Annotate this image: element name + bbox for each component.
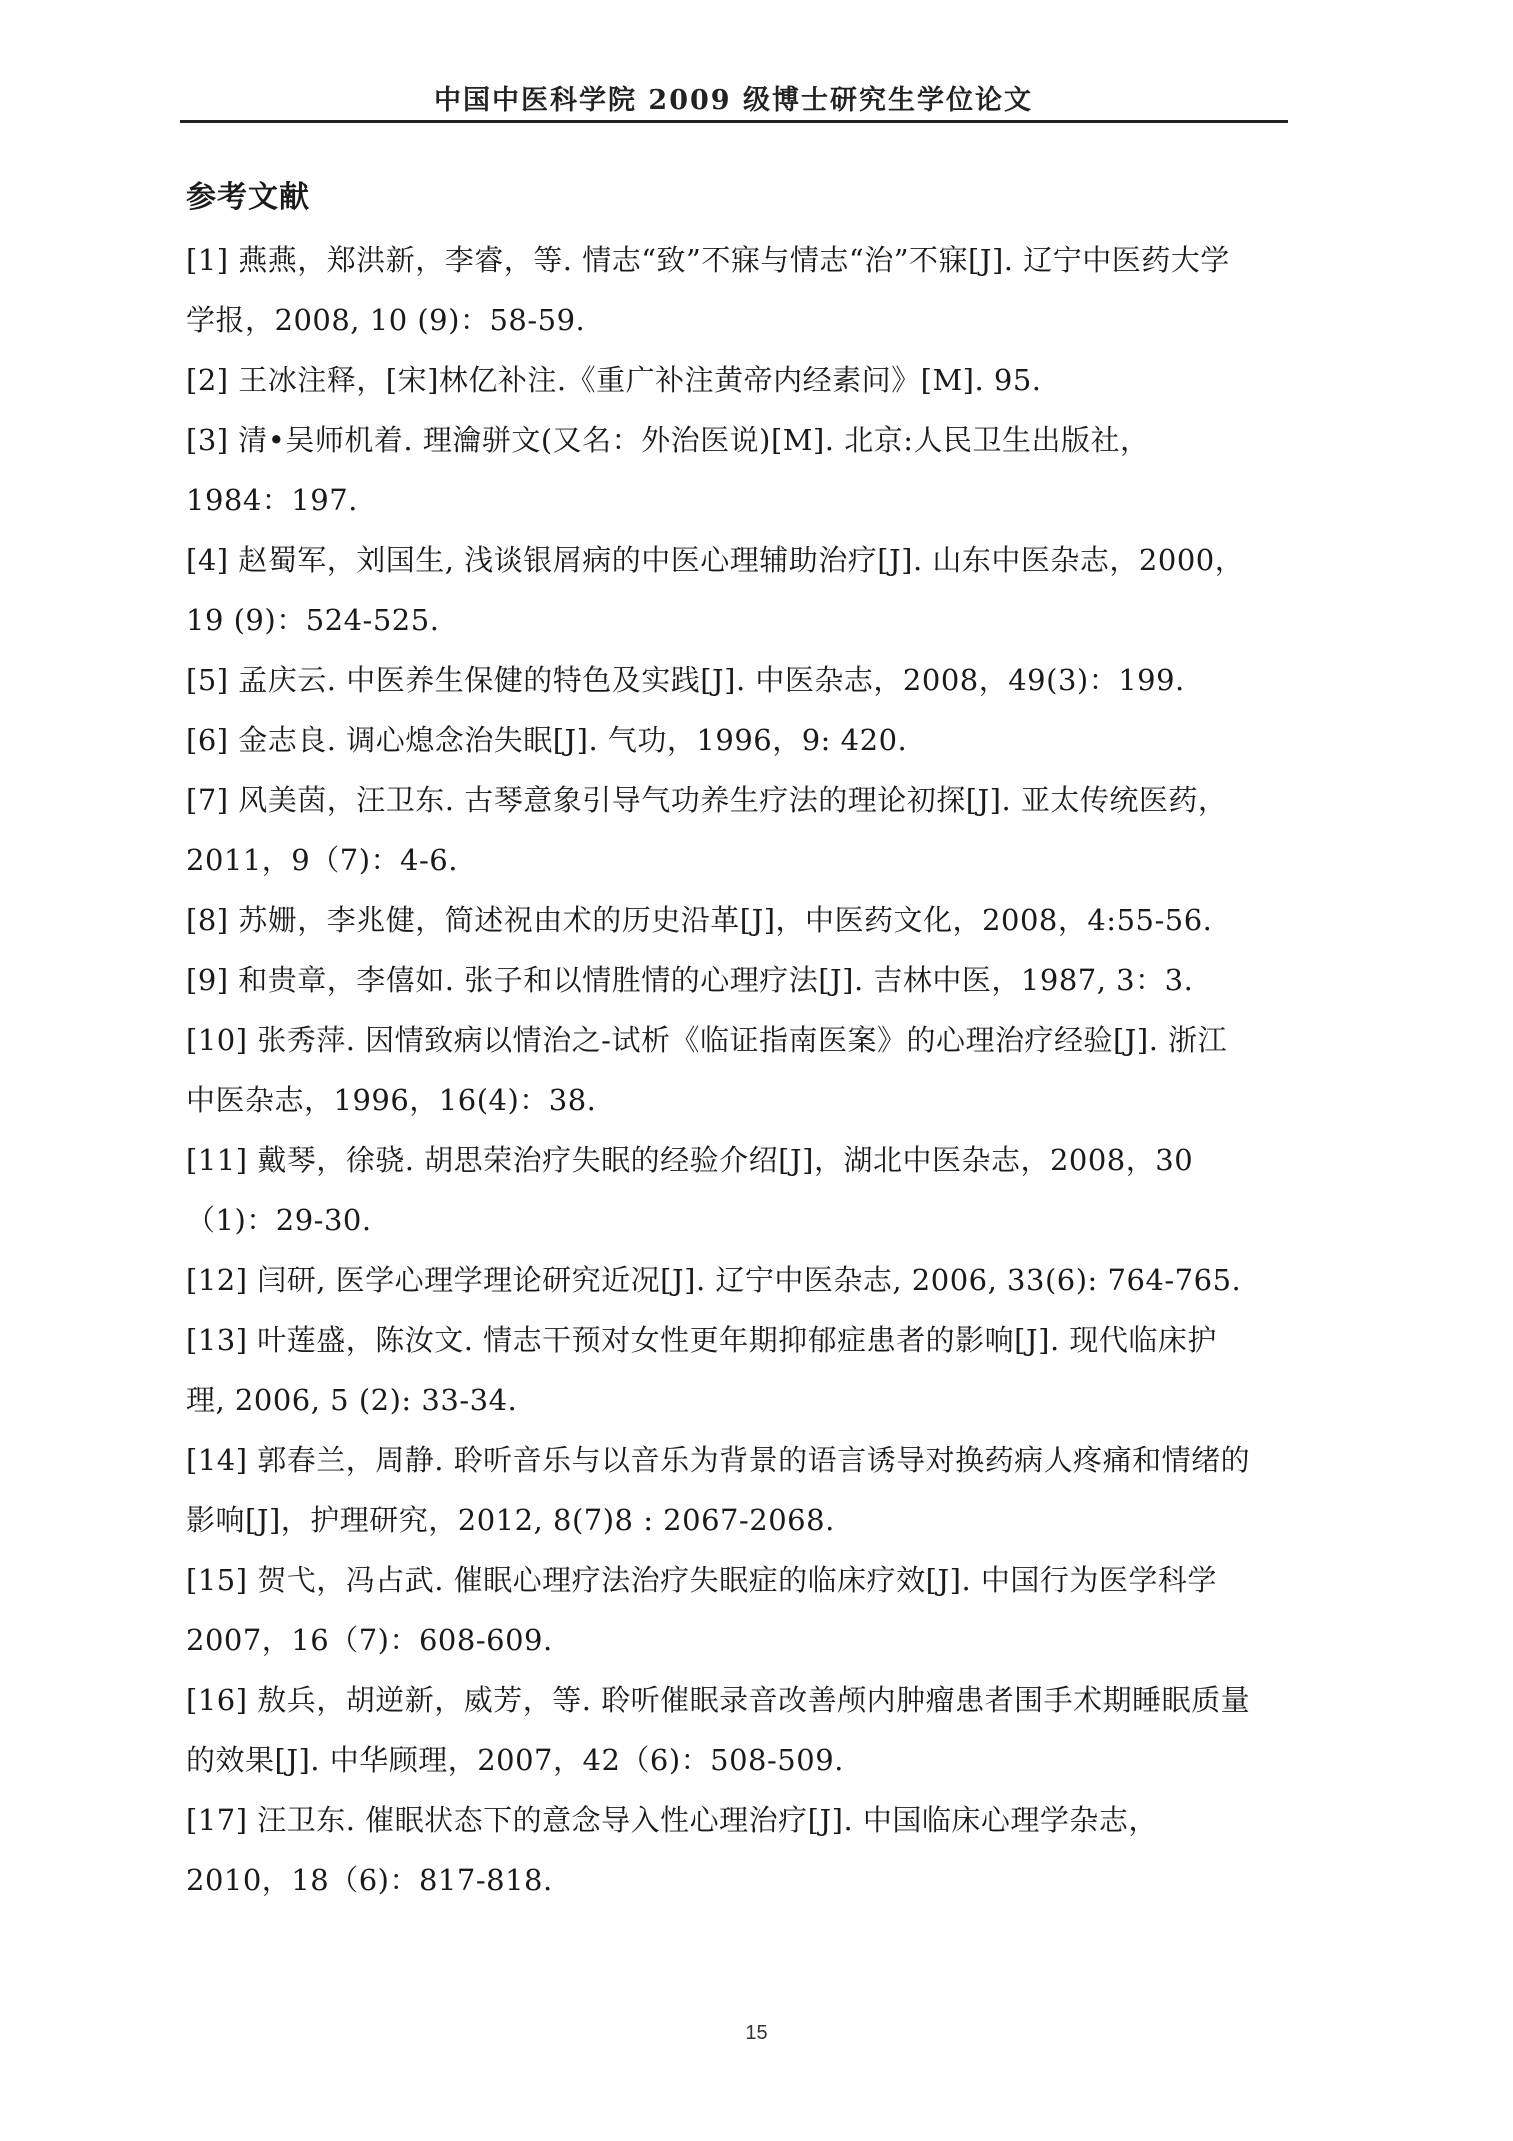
reference-item: [3] 清•吴师机着. 理瀹骈文(又名：外治医说)[M]. 北京:人民卫生出版社，1984：197. <box>186 423 1150 517</box>
reference-item: [5] 孟庆云. 中医养生保健的特色及实践[J]. 中医杂志，2008，49(3)：199. <box>186 663 1185 697</box>
reference-item: [2] 王冰注释，[宋]林亿补注.《重广补注黄帝内经素问》[M]. 95. <box>186 363 1042 397</box>
reference-item: [11] 戴琴，徐骁. 胡思荣治疗失眠的经验介绍[J]，湖北中医杂志，2008，30（1)：29-30. <box>186 1143 1194 1237</box>
reference-item: [10] 张秀萍. 因情致病以情治之-试析《临证指南医案》的心理治疗经验[J]. 浙江中医杂志，1996，16(4)：38. <box>186 1023 1228 1117</box>
reference-item: [16] 敖兵，胡逆新，威芳，等. 聆听催眠录音改善颅内肿瘤患者围手术期睡眠质量的效果[J]. 中华顾理，2007，42（6)：508-509. <box>186 1683 1251 1777</box>
reference-item: [7] 风美茵，汪卫东. 古琴意象引导气功养生疗法的理论初探[J]. 亚太传统医药，2011，9（7)：4-6. <box>186 783 1228 877</box>
reference-item: [12] 闫研, 医学心理学理论研究近况[J]. 辽宁中医杂志, 2006, 33(6): 764-765. <box>186 1263 1242 1297</box>
reference-item: [1] 燕燕，郑洪新，李睿，等. 情志“致”不寐与情志“治”不寐[J]. 辽宁中医药大学学报，2008, 10 (9)：58-59. <box>186 243 1230 337</box>
running-header: 中国中医科学院 2009 级博士研究生学位论文 <box>434 85 1033 116</box>
reference-item: [4] 赵蜀军，刘国生, 浅谈银屑病的中医心理辅助治疗[J]. 山东中医杂志，2000，19 (9)：524-525. <box>186 543 1245 637</box>
reference-item: [15] 贺弋，冯占武. 催眠心理疗法治疗失眠症的临床疗效[J]. 中国行为医学科学 2007，16（7)：608-609. <box>186 1563 1217 1657</box>
page-number: 15 <box>745 2022 768 2044</box>
reference-item: [6] 金志良. 调心熄念治失眠[J]. 气功，1996，9: 420. <box>186 723 908 757</box>
reference-list <box>186 230 1254 1910</box>
reference-item: [13] 叶莲盛，陈汝文. 情志干预对女性更年期抑郁症患者的影响[J]. 现代临床护理, 2006, 5 (2): 33-34. <box>186 1323 1217 1417</box>
section-title: 参考文献 <box>186 180 310 215</box>
reference-item: [8] 苏姗，李兆健，简述祝由术的历史沿革[J]，中医药文化，2008，4:55-56. <box>186 903 1213 937</box>
header-rule <box>180 120 1288 123</box>
reference-item: [14] 郭春兰，周静. 聆听音乐与以音乐为背景的语言诱导对换药病人疼痛和情绪的影响[J]，护理研究，2012, 8(7)8 : 2067-2068. <box>186 1443 1251 1537</box>
reference-item: [9] 和贵章，李僖如. 张子和以情胜情的心理疗法[J]. 吉林中医，1987, 3：3. <box>186 963 1194 997</box>
reference-item: [17] 汪卫东. 催眠状态下的意念导入性心理治疗[J]. 中国临床心理学杂志，2010，18（6)：817-818. <box>186 1803 1158 1897</box>
